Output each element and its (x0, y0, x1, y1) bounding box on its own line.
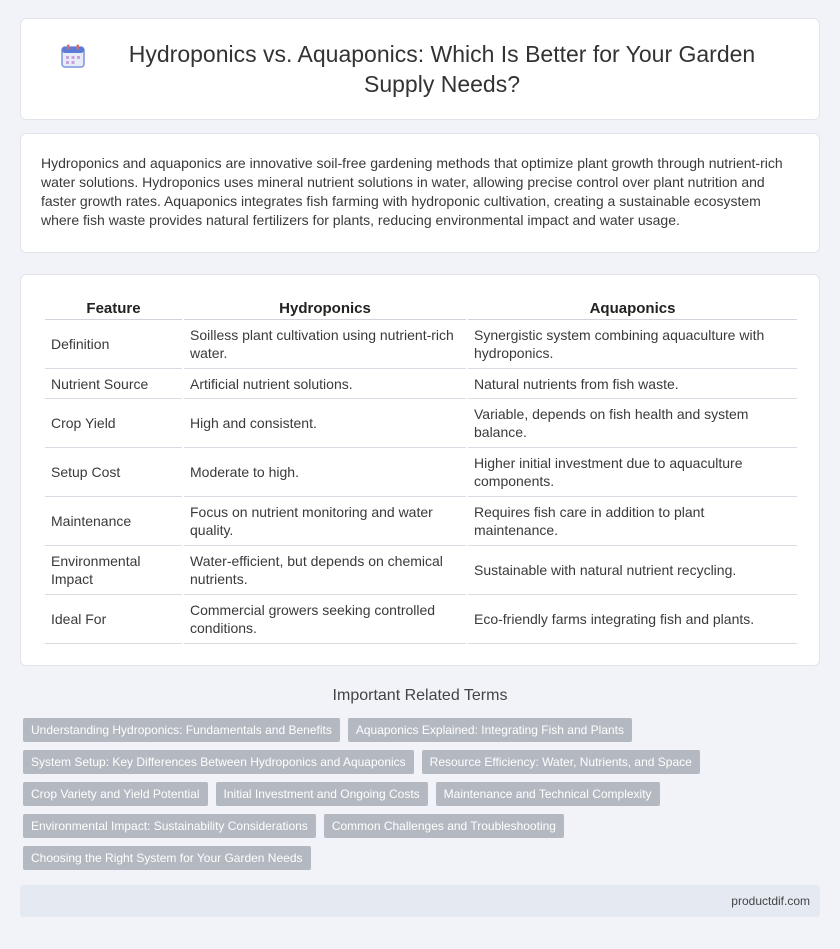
feature-cell: Nutrient Source (45, 369, 182, 399)
comparison-card (20, 274, 820, 666)
header-feature: Feature (45, 297, 182, 320)
hydroponics-cell: Water-efficient, but depends on chemical nutrients. (184, 546, 466, 595)
feature-cell: Setup Cost (45, 448, 182, 497)
related-tags (23, 718, 703, 870)
hydroponics-cell: Focus on nutrient monitoring and water quality. (184, 497, 466, 546)
related-tag[interactable]: Choosing the Right System for Your Garden Needs (23, 846, 311, 870)
hydroponics-cell: Soilless plant cultivation using nutrient-rich water. (184, 320, 466, 369)
related-tag[interactable]: Resource Efficiency: Water, Nutrients, and Space (422, 750, 700, 774)
feature-cell: Definition (45, 320, 182, 369)
related-tag[interactable]: Aquaponics Explained: Integrating Fish and Plants (348, 718, 632, 742)
table-row (45, 320, 797, 369)
related-tag[interactable]: Crop Variety and Yield Potential (23, 782, 208, 806)
intro-card (20, 133, 820, 253)
header-hydroponics: Hydroponics (184, 297, 466, 320)
footer (20, 885, 820, 917)
feature-cell: Ideal For (45, 595, 182, 644)
table-row (45, 595, 797, 644)
footer-site-link[interactable]: productdif.com (731, 894, 810, 908)
related-terms-section (0, 686, 840, 706)
feature-cell: Environmental Impact (45, 546, 182, 595)
aquaponics-cell: Requires fish care in addition to plant maintenance. (468, 497, 797, 546)
related-terms-heading: Important Related Terms (332, 687, 508, 704)
feature-cell: Maintenance (45, 497, 182, 546)
calendar-icon (60, 43, 86, 69)
related-tag[interactable]: Maintenance and Technical Complexity (436, 782, 660, 806)
hydroponics-cell: Moderate to high. (184, 448, 466, 497)
intro-text: Hydroponics and aquaponics are innovative soil-free gardening methods that optimize plant growth through nutrient-rich water solutions. Hydroponics uses mineral nutrient solutions in water, allowing precise control over plant nutrition and faster growth rates. Aquaponics integrates fish farming with hydroponic cultivation, creating a sustainable ecosystem where fish waste provides natural fertilizers for plants, reducing environmental impact and water usage. (41, 155, 783, 228)
related-tag[interactable]: Common Challenges and Troubleshooting (324, 814, 564, 838)
related-tag[interactable]: Environmental Impact: Sustainability Considerations (23, 814, 316, 838)
related-tag[interactable]: Understanding Hydroponics: Fundamentals and Benefits (23, 718, 340, 742)
hydroponics-cell: High and consistent. (184, 399, 466, 448)
table-row (45, 369, 797, 399)
header-aquaponics: Aquaponics (468, 297, 797, 320)
related-tag[interactable]: Initial Investment and Ongoing Costs (216, 782, 428, 806)
aquaponics-cell: Variable, depends on fish health and system balance. (468, 399, 797, 448)
aquaponics-cell: Synergistic system combining aquaculture with hydroponics. (468, 320, 797, 369)
title-wrap (60, 39, 780, 99)
table-row (45, 497, 797, 546)
table-row (45, 448, 797, 497)
aquaponics-cell: Natural nutrients from fish waste. (468, 369, 797, 399)
related-tag[interactable]: System Setup: Key Differences Between Hydroponics and Aquaponics (23, 750, 414, 774)
hydroponics-cell: Commercial growers seeking controlled conditions. (184, 595, 466, 644)
table-row (45, 399, 797, 448)
table-row (45, 546, 797, 595)
table-header-row (45, 297, 797, 320)
header-card (20, 18, 820, 120)
feature-cell: Crop Yield (45, 399, 182, 448)
comparison-table (43, 297, 799, 644)
aquaponics-cell: Sustainable with natural nutrient recycling. (468, 546, 797, 595)
aquaponics-cell: Eco-friendly farms integrating fish and plants. (468, 595, 797, 644)
aquaponics-cell: Higher initial investment due to aquaculture components. (468, 448, 797, 497)
hydroponics-cell: Artificial nutrient solutions. (184, 369, 466, 399)
page-title: Hydroponics vs. Aquaponics: Which Is Better for Your Garden Supply Needs? (128, 41, 756, 97)
